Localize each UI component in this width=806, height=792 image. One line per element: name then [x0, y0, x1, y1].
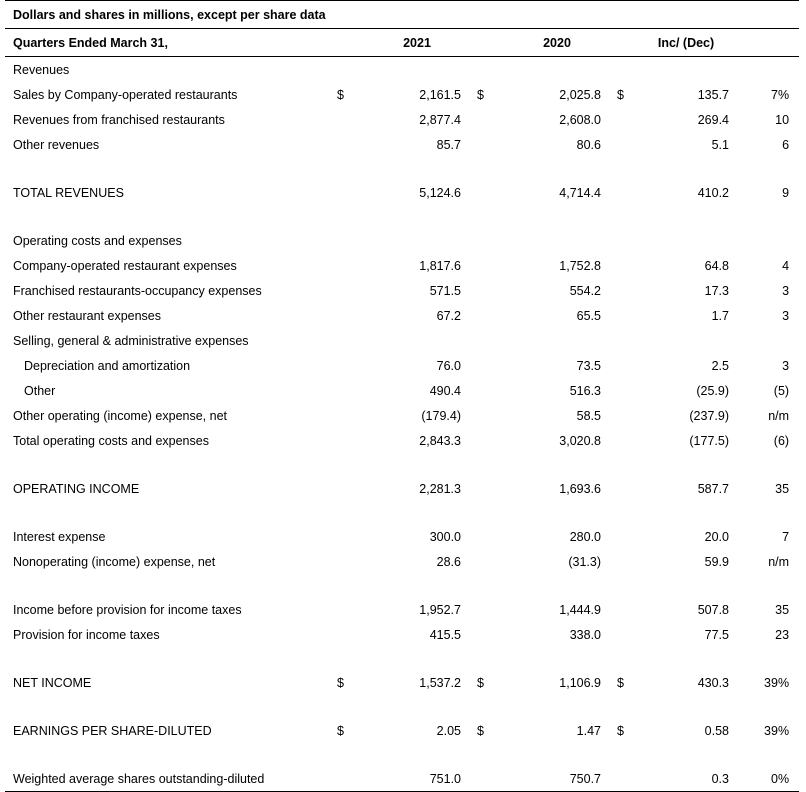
pad-cell — [601, 303, 617, 328]
value-inc-dec: 135.7 — [697, 87, 729, 102]
pad-cell — [729, 353, 752, 378]
pad-cell — [729, 328, 752, 353]
row-label: Total operating costs and expenses — [13, 433, 209, 448]
value-2021: (179.4) — [421, 408, 461, 423]
pad-cell — [461, 57, 477, 83]
pad-cell — [461, 766, 477, 792]
row-label: OPERATING INCOME — [13, 481, 140, 496]
pad-cell — [729, 718, 752, 743]
currency-symbol-2021 — [337, 403, 367, 428]
pad-cell — [729, 82, 752, 107]
currency-symbol-2020 — [477, 476, 507, 501]
value-2020: 516.3 — [569, 383, 601, 398]
value-pct-change: 10 — [775, 112, 790, 127]
pad-cell — [729, 428, 752, 453]
value-2020: 2,025.8 — [559, 87, 601, 102]
pad-cell — [461, 328, 477, 353]
pad-cell — [461, 353, 477, 378]
pad-cell — [461, 132, 477, 157]
value-2020: 3,020.8 — [559, 433, 601, 448]
pad-cell — [601, 428, 617, 453]
currency-symbol-2021 — [337, 132, 367, 157]
value-inc-dec: 0.58 — [704, 723, 729, 738]
value-2021: 1,952.7 — [419, 602, 461, 617]
row-label: Nonoperating (income) expense, net — [13, 554, 216, 569]
spacer-cell — [5, 205, 799, 228]
table-row — [5, 378, 799, 403]
value-pct-change: 35 — [775, 602, 790, 617]
spacer-cell — [5, 647, 799, 670]
value-inc-dec: (237.9) — [689, 408, 729, 423]
currency-symbol-inc — [617, 328, 647, 353]
pad-cell — [601, 278, 617, 303]
value-2020 — [507, 328, 601, 353]
pad-cell — [461, 524, 477, 549]
spacer-row — [5, 743, 799, 766]
table-row — [5, 278, 799, 303]
pad-cell — [729, 766, 752, 792]
currency-symbol-2020 — [477, 353, 507, 378]
value-inc-dec: 587.7 — [697, 481, 729, 496]
value-2021 — [367, 328, 461, 353]
pad-cell — [461, 476, 477, 501]
pad-cell — [461, 107, 477, 132]
row-label: Other restaurant expenses — [13, 308, 161, 323]
table-row — [5, 428, 799, 453]
pad-cell — [601, 622, 617, 647]
table-row — [5, 253, 799, 278]
value-inc-dec: 20.0 — [704, 529, 729, 544]
value-pct-change: 4 — [782, 258, 790, 273]
value-2021: 2,877.4 — [419, 112, 461, 127]
currency-symbol-inc — [617, 353, 647, 378]
pad-cell — [461, 403, 477, 428]
pad-cell — [601, 82, 617, 107]
value-inc-dec: 410.2 — [697, 185, 729, 200]
pad-cell — [729, 670, 752, 695]
pad-cell — [601, 228, 617, 253]
pad-cell — [461, 549, 477, 574]
value-2021: 571.5 — [429, 283, 461, 298]
row-label: Revenues from franchised restaurants — [13, 112, 225, 127]
currency-symbol-2021 — [337, 303, 367, 328]
currency-symbol-inc — [617, 549, 647, 574]
value-inc-dec — [647, 228, 729, 253]
spacer-cell — [5, 501, 799, 524]
currency-symbol-2020 — [477, 524, 507, 549]
income-statement — [5, 0, 799, 792]
financial-table — [5, 0, 799, 792]
pad-cell — [729, 622, 752, 647]
value-2020: 750.7 — [507, 766, 601, 792]
currency-symbol-2020: $ — [477, 87, 484, 102]
value-inc-dec — [647, 57, 729, 83]
header-2020: 2020 — [477, 29, 617, 57]
table-row — [5, 524, 799, 549]
value-2020 — [507, 228, 601, 253]
pad-cell — [461, 253, 477, 278]
value-inc-dec: 1.7 — [711, 308, 729, 323]
value-pct-change: n/m — [768, 408, 790, 423]
row-label: Weighted average shares outstanding-diluted — [5, 766, 337, 792]
value-2020: 1.47 — [576, 723, 601, 738]
value-inc-dec: 59.9 — [704, 554, 729, 569]
value-pct-change: 3 — [782, 358, 790, 373]
value-pct-change — [752, 57, 799, 83]
value-inc-dec: (25.9) — [696, 383, 729, 398]
value-pct-change: (6) — [773, 433, 790, 448]
spacer-row — [5, 453, 799, 476]
pad-cell — [729, 278, 752, 303]
row-label: Other — [24, 383, 56, 398]
row-label: Interest expense — [13, 529, 106, 544]
currency-symbol-inc — [617, 476, 647, 501]
row-label: NET INCOME — [13, 675, 92, 690]
currency-symbol-inc — [617, 378, 647, 403]
table-row — [5, 82, 799, 107]
currency-symbol-inc — [617, 228, 647, 253]
pad-cell — [461, 597, 477, 622]
currency-symbol-inc — [617, 278, 647, 303]
table-row — [5, 107, 799, 132]
pad-cell — [729, 132, 752, 157]
pad-cell — [601, 549, 617, 574]
row-label: Revenues — [13, 62, 70, 77]
value-2020: 4,714.4 — [559, 185, 601, 200]
pad-cell — [601, 476, 617, 501]
currency-symbol-2021 — [337, 228, 367, 253]
spacer-row — [5, 574, 799, 597]
value-inc-dec: 2.5 — [711, 358, 729, 373]
currency-symbol-2021 — [337, 597, 367, 622]
pad-cell — [601, 132, 617, 157]
currency-symbol-2020 — [477, 549, 507, 574]
value-2020: 65.5 — [576, 308, 601, 323]
pad-cell — [601, 718, 617, 743]
currency-symbol-2020 — [477, 766, 507, 792]
value-inc-dec: 507.8 — [697, 602, 729, 617]
currency-symbol-inc — [617, 766, 647, 792]
currency-symbol-inc — [617, 57, 647, 83]
currency-symbol-2020 — [477, 180, 507, 205]
table-row — [5, 766, 799, 792]
currency-symbol-inc: $ — [617, 87, 624, 102]
value-2021: 415.5 — [429, 627, 461, 642]
row-label: Income before provision for income taxes — [13, 602, 242, 617]
row-label: Provision for income taxes — [13, 627, 160, 642]
pad-cell — [601, 57, 617, 83]
pad-cell — [461, 378, 477, 403]
currency-symbol-2021: $ — [337, 87, 344, 102]
table-row — [5, 303, 799, 328]
pad-cell — [461, 180, 477, 205]
table-title-row — [5, 1, 799, 29]
currency-symbol-2020: $ — [477, 723, 484, 738]
pad-cell — [729, 597, 752, 622]
value-2021: 2,281.3 — [419, 481, 461, 496]
value-2020: 80.6 — [576, 137, 601, 152]
value-pct-change: 3 — [782, 308, 790, 323]
row-label: Other operating (income) expense, net — [13, 408, 228, 423]
value-pct-change: (5) — [773, 383, 790, 398]
value-2020: 2,608.0 — [559, 112, 601, 127]
currency-symbol-2020 — [477, 107, 507, 132]
value-pct-change: 39% — [764, 723, 790, 738]
currency-symbol-2021 — [337, 549, 367, 574]
value-2020: 1,693.6 — [559, 481, 601, 496]
currency-symbol-inc: $ — [617, 723, 624, 738]
currency-symbol-2021 — [337, 57, 367, 83]
table-row — [5, 328, 799, 353]
currency-symbol-2020 — [477, 403, 507, 428]
currency-symbol-2021 — [337, 524, 367, 549]
table-row — [5, 228, 799, 253]
pad-cell — [729, 549, 752, 574]
spacer-cell — [5, 453, 799, 476]
pad-cell — [601, 328, 617, 353]
currency-symbol-inc — [617, 107, 647, 132]
row-label: TOTAL REVENUES — [13, 185, 124, 200]
value-pct-change: n/m — [768, 554, 790, 569]
value-inc-dec: 17.3 — [704, 283, 729, 298]
table-row — [5, 403, 799, 428]
currency-symbol-inc: $ — [617, 675, 624, 690]
value-2021: 490.4 — [429, 383, 461, 398]
currency-symbol-2020 — [477, 428, 507, 453]
pad-cell — [729, 57, 752, 83]
value-2021: 1,817.6 — [419, 258, 461, 273]
currency-symbol-2021 — [337, 378, 367, 403]
currency-symbol-2020 — [477, 278, 507, 303]
column-header-row — [5, 29, 799, 57]
currency-symbol-2020 — [477, 622, 507, 647]
value-2020: 554.2 — [569, 283, 601, 298]
pad-cell — [601, 107, 617, 132]
currency-symbol-inc — [617, 403, 647, 428]
pad-cell — [601, 403, 617, 428]
pad-cell — [461, 718, 477, 743]
value-2020: 280.0 — [569, 529, 601, 544]
value-pct-change: 3 — [782, 283, 790, 298]
value-2021: 300.0 — [429, 529, 461, 544]
value-inc-dec: 0.3 — [647, 766, 729, 792]
row-label: Sales by Company-operated restaurants — [13, 87, 238, 102]
value-inc-dec: 5.1 — [711, 137, 729, 152]
pad-cell — [601, 766, 617, 792]
value-pct-change — [752, 228, 799, 253]
value-pct-change: 7% — [771, 87, 790, 102]
value-pct-change: 39% — [764, 675, 790, 690]
value-2021: 67.2 — [436, 308, 461, 323]
currency-symbol-2020: $ — [477, 675, 484, 690]
value-2021: 5,124.6 — [419, 185, 461, 200]
pad-cell — [729, 476, 752, 501]
pad-cell — [601, 670, 617, 695]
row-label: Depreciation and amortization — [24, 358, 191, 373]
table-row — [5, 57, 799, 83]
pad-cell — [729, 303, 752, 328]
currency-symbol-2021: $ — [337, 675, 344, 690]
value-2020: 1,752.8 — [559, 258, 601, 273]
currency-symbol-inc — [617, 303, 647, 328]
row-label: Franchised restaurants-occupancy expenses — [13, 283, 262, 298]
table-row — [5, 718, 799, 743]
spacer-cell — [5, 743, 799, 766]
pad-cell — [601, 180, 617, 205]
value-inc-dec: 430.3 — [697, 675, 729, 690]
value-2020: 58.5 — [576, 408, 601, 423]
spacer-row — [5, 157, 799, 180]
value-2020: (31.3) — [568, 554, 601, 569]
pad-cell — [601, 353, 617, 378]
currency-symbol-inc — [617, 622, 647, 647]
currency-symbol-2021: $ — [337, 723, 344, 738]
value-pct-change: 35 — [775, 481, 790, 496]
spacer-row — [5, 647, 799, 670]
currency-symbol-2021 — [337, 278, 367, 303]
value-pct-change — [752, 328, 799, 353]
row-label: Operating costs and expenses — [13, 233, 182, 248]
row-label: Selling, general & administrative expenses — [13, 333, 249, 348]
currency-symbol-inc — [617, 597, 647, 622]
table-row — [5, 670, 799, 695]
row-label: EARNINGS PER SHARE-DILUTED — [13, 723, 212, 738]
table-row — [5, 353, 799, 378]
header-inc-dec: Inc/ (Dec) — [617, 29, 799, 57]
currency-symbol-2021 — [337, 476, 367, 501]
currency-symbol-2021 — [337, 180, 367, 205]
value-2020: 73.5 — [576, 358, 601, 373]
row-label: Other revenues — [13, 137, 100, 152]
value-2020: 1,106.9 — [559, 675, 601, 690]
currency-symbol-2020 — [477, 253, 507, 278]
currency-symbol-2021 — [337, 622, 367, 647]
value-2021 — [367, 57, 461, 83]
value-inc-dec: 269.4 — [697, 112, 729, 127]
currency-symbol-2021 — [337, 253, 367, 278]
value-inc-dec — [647, 328, 729, 353]
currency-symbol-2020 — [477, 57, 507, 83]
spacer-cell — [5, 157, 799, 180]
spacer-row — [5, 205, 799, 228]
pad-cell — [461, 428, 477, 453]
currency-symbol-2020 — [477, 328, 507, 353]
pad-cell — [601, 597, 617, 622]
table-title: Dollars and shares in millions, except per share data — [5, 1, 799, 29]
value-2020 — [507, 57, 601, 83]
currency-symbol-2021 — [337, 353, 367, 378]
value-2021: 2,843.3 — [419, 433, 461, 448]
pad-cell — [461, 228, 477, 253]
spacer-cell — [5, 695, 799, 718]
header-2021: 2021 — [337, 29, 477, 57]
currency-symbol-inc — [617, 524, 647, 549]
pad-cell — [729, 180, 752, 205]
pad-cell — [729, 524, 752, 549]
value-2021 — [367, 228, 461, 253]
table-row — [5, 132, 799, 157]
currency-symbol-2021 — [337, 328, 367, 353]
value-2021: 85.7 — [436, 137, 461, 152]
pad-cell — [461, 622, 477, 647]
value-pct-change: 9 — [782, 185, 790, 200]
currency-symbol-2020 — [477, 597, 507, 622]
value-pct-change: 7 — [782, 529, 790, 544]
value-inc-dec: (177.5) — [689, 433, 729, 448]
table-row — [5, 597, 799, 622]
currency-symbol-2020 — [477, 132, 507, 157]
value-2020: 338.0 — [569, 627, 601, 642]
value-2021: 1,537.2 — [419, 675, 461, 690]
pad-cell — [729, 107, 752, 132]
value-inc-dec: 77.5 — [704, 627, 729, 642]
pad-cell — [601, 253, 617, 278]
value-pct-change: 6 — [782, 137, 790, 152]
value-2021: 751.0 — [367, 766, 461, 792]
currency-symbol-2020 — [477, 228, 507, 253]
pad-cell — [601, 524, 617, 549]
currency-symbol-inc — [617, 132, 647, 157]
pad-cell — [461, 670, 477, 695]
currency-symbol-2020 — [477, 378, 507, 403]
pad-cell — [729, 378, 752, 403]
spacer-row — [5, 501, 799, 524]
table-row — [5, 180, 799, 205]
pad-cell — [461, 278, 477, 303]
currency-symbol-2021 — [337, 428, 367, 453]
value-pct-change: 0% — [752, 766, 799, 792]
pad-cell — [729, 403, 752, 428]
value-pct-change: 23 — [775, 627, 790, 642]
currency-symbol-2021 — [337, 766, 367, 792]
currency-symbol-inc — [617, 180, 647, 205]
currency-symbol-2021 — [337, 107, 367, 132]
spacer-row — [5, 695, 799, 718]
value-2020: 1,444.9 — [559, 602, 601, 617]
pad-cell — [601, 378, 617, 403]
currency-symbol-2020 — [477, 303, 507, 328]
table-row — [5, 622, 799, 647]
spacer-cell — [5, 574, 799, 597]
currency-symbol-inc — [617, 253, 647, 278]
value-inc-dec: 64.8 — [704, 258, 729, 273]
table-row — [5, 476, 799, 501]
value-2021: 2,161.5 — [419, 87, 461, 102]
pad-cell — [461, 82, 477, 107]
header-period-label: Quarters Ended March 31, — [5, 29, 337, 57]
value-2021: 76.0 — [436, 358, 461, 373]
pad-cell — [729, 228, 752, 253]
currency-symbol-inc — [617, 428, 647, 453]
row-label: Company-operated restaurant expenses — [13, 258, 237, 273]
pad-cell — [461, 303, 477, 328]
value-2021: 28.6 — [436, 554, 461, 569]
pad-cell — [729, 253, 752, 278]
value-2021: 2.05 — [436, 723, 461, 738]
table-row — [5, 549, 799, 574]
